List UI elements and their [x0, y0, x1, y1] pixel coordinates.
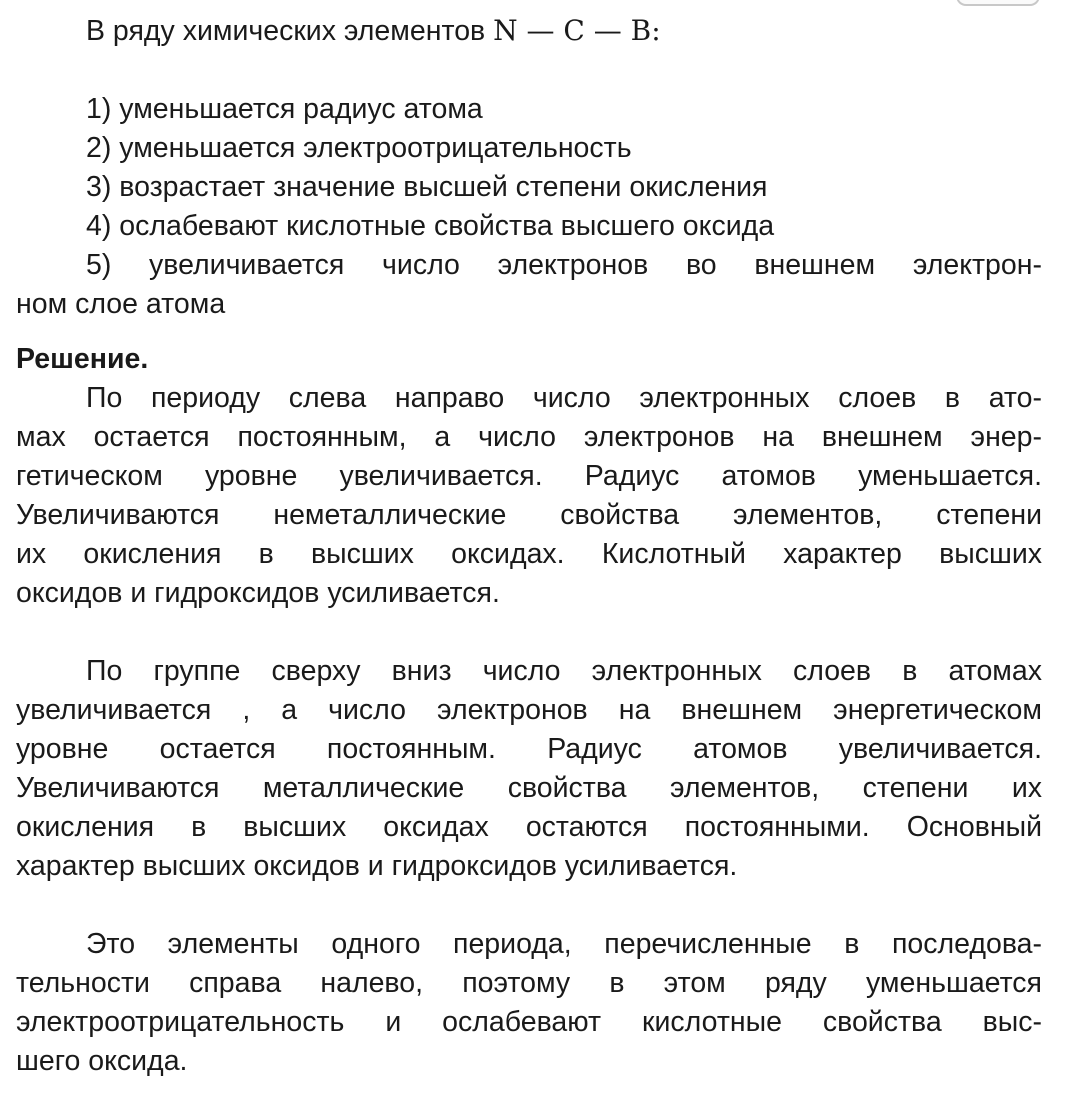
option-5-line-2: ном слое атома [16, 288, 226, 320]
option-3: 3) возрастает значение высшей степени окисления [86, 171, 768, 203]
document-body [16, 0, 1042, 1081]
question-intro-text: В ряду химических элементов [86, 15, 494, 47]
paragraph2-line-3: уровне остается постоянным. Радиус атомов увеличивается. [16, 733, 1042, 765]
paragraph2-line-4: Увеличиваются металлические свойства элементов, степени их [16, 772, 1042, 804]
paragraph2-line-5: окисления в высших оксидах остаются постоянными. Основный [16, 811, 1042, 843]
option-4: 4) ослабевают кислотные свойства высшего оксида [86, 210, 775, 242]
option-2: 2) уменьшается электроотрицательность [86, 132, 632, 164]
paragraph2-line-2: увеличивается , а число электронов на внешнем энергетическом [16, 694, 1042, 726]
solution-heading: Решение. [16, 343, 149, 375]
spacer [16, 886, 1042, 925]
spacer [16, 51, 1042, 90]
spacer [16, 613, 1042, 652]
paragraph1-line-2: мах остается постоянным, а число электронов на внешнем энер- [16, 421, 1042, 453]
option-1: 1) уменьшается радиус атома [86, 93, 483, 125]
paragraph2-line-6: характер высших оксидов и гидроксидов усиливается. [16, 850, 738, 882]
question-intro [16, 11, 1042, 51]
paragraph3-line-4: шего оксида. [16, 1045, 188, 1077]
option-5-line-1: 5) увеличивается число электронов во внешнем электрон- [86, 249, 1042, 281]
paragraph3-line-2: тельности справа налево, поэтому в этом ряду уменьшается [16, 967, 1042, 999]
paragraph1-line-6: оксидов и гидроксидов усиливается. [16, 577, 500, 609]
paragraph3-line-1: Это элементы одного периода, перечисленные в последова- [86, 928, 1042, 960]
paragraph2-line-1: По группе сверху вниз число электронных слоев в атомах [86, 655, 1042, 687]
paragraph1-line-5: их окисления в высших оксидах. Кислотный характер высших [16, 538, 1042, 570]
paragraph1-line-3: гетическом уровне увеличивается. Радиус атомов уменьшается. [16, 460, 1042, 492]
paragraph1-line-4: Увеличиваются неметаллические свойства элементов, степени [16, 499, 1042, 531]
paragraph1-line-1: По периоду слева направо число электронных слоев в ато- [86, 382, 1042, 414]
paragraph3-line-3: электроотрицательность и ослабевают кислотные свойства выс- [16, 1006, 1042, 1038]
element-series-formula: N — C — B: [493, 14, 661, 47]
